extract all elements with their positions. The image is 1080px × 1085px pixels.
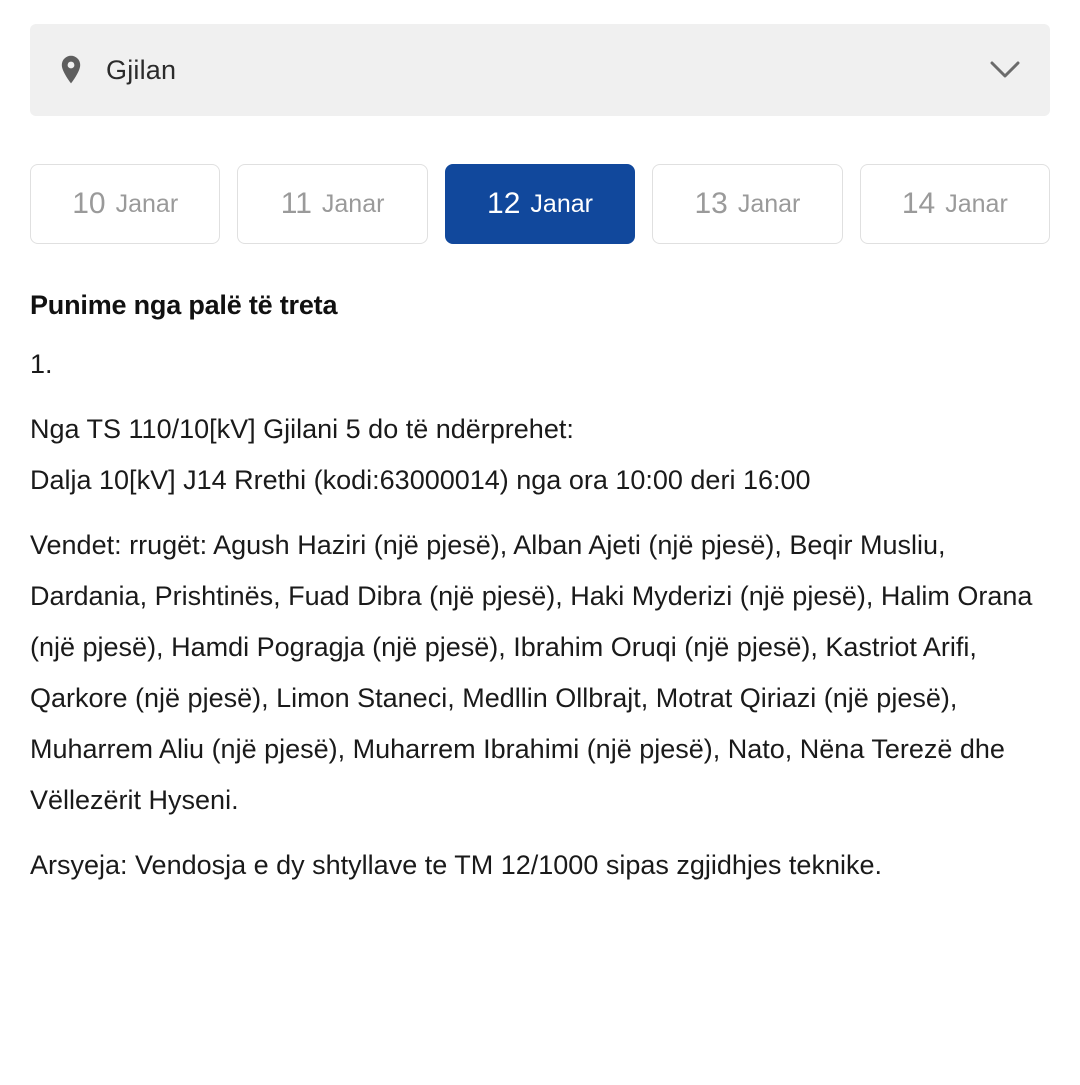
date-chip-month: Janar — [530, 189, 593, 218]
date-chip-11[interactable] — [237, 164, 427, 244]
chevron-down-icon[interactable] — [988, 53, 1022, 87]
location-pin-icon — [58, 54, 84, 86]
date-chip-month: Janar — [321, 189, 385, 218]
item-number: 1. — [30, 349, 53, 379]
date-chip-day: 12 — [487, 187, 521, 220]
date-chip-day: 10 — [72, 187, 106, 220]
outage-line: Dalja 10[kV] J14 Rrethi (kodi:63000014) nga ora 10:00 deri 16:00 — [30, 465, 811, 495]
places-line: Vendet: rrugët: Agush Haziri (një pjesë), Alban Ajeti (një pjesë), Beqir Musliu, Dardania, Prishtinës, Fuad Dibra (një pjesë), Haki Myderizi (një pjesë), Halim Orana (një pjesë), Hamdi Pogragja (një pjesë), Ibrahim Oruqi (një pjesë), Kastriot Arifi, Qarkore (një pjesë), Limon Staneci, Medllin Ollbrajt, Motrat Qiriazi (një pjesë), Muharrem Aliu (një pjesë), Muharrem Ibrahimi (një pjesë), Nato, Nëna Terezë dhe Vëllezërit Hyseni. — [30, 530, 1033, 815]
date-chip-month: Janar — [115, 189, 179, 218]
location-selector[interactable] — [30, 24, 1050, 116]
date-chip-day: 14 — [901, 187, 936, 220]
date-chip-14[interactable] — [860, 164, 1050, 244]
outage-details — [30, 290, 1050, 891]
date-chip-10[interactable] — [30, 164, 220, 244]
date-chip-month: Janar — [945, 189, 1008, 218]
reason-line: Arsyeja: Vendosja e dy shtyllave te TM 12/1000 sipas zgjidhjes teknike. — [30, 850, 882, 880]
date-chip-day: 11 — [280, 187, 312, 220]
location-value: Gjilan — [106, 54, 177, 85]
date-chip-12-selected[interactable] — [445, 164, 635, 244]
date-chip-13[interactable] — [652, 164, 842, 244]
date-chip-month: Janar — [737, 189, 801, 218]
date-chip-day: 13 — [694, 187, 728, 220]
source-line: Nga TS 110/10[kV] Gjilani 5 do të ndërprehet: — [30, 414, 574, 444]
section-title: Punime nga palë të treta — [30, 290, 338, 320]
page-root — [0, 24, 1080, 891]
date-selector — [30, 164, 1050, 244]
